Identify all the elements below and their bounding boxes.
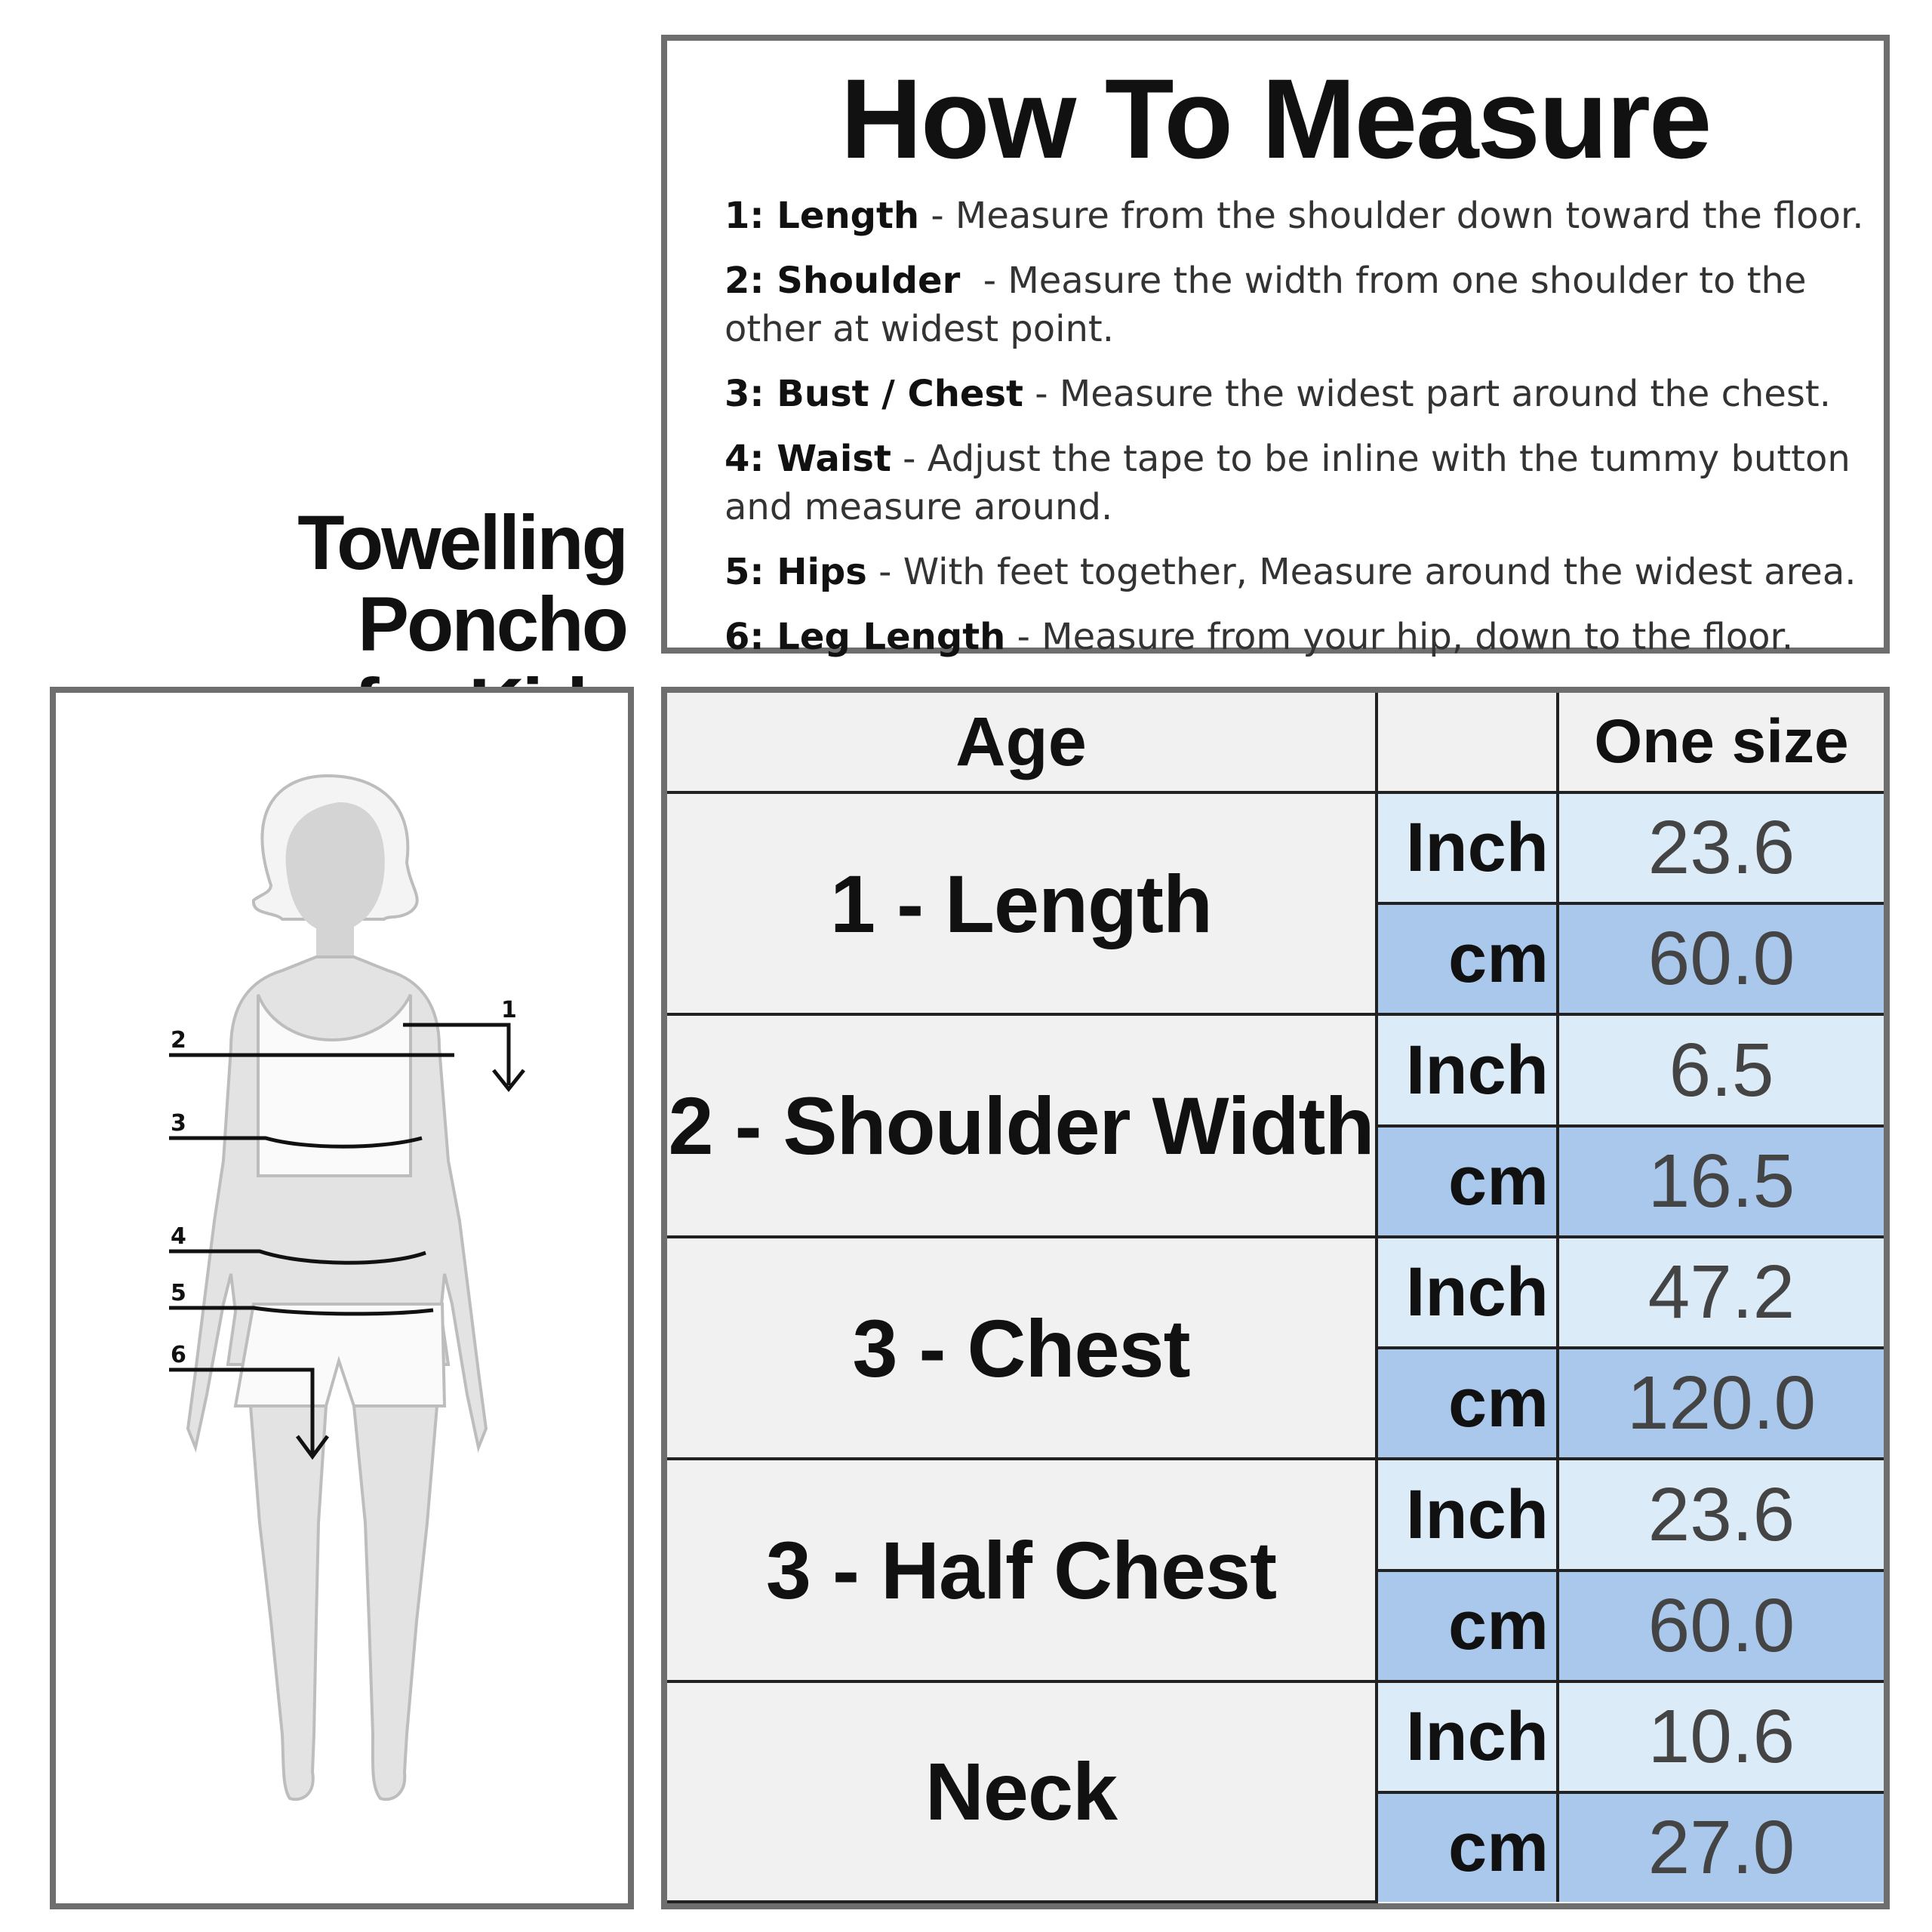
how-to-measure-panel	[661, 35, 1890, 658]
instruction-chest	[724, 370, 1872, 418]
size-chart	[661, 687, 1890, 1909]
instruction-text: - With feet together, Measure around the widest area.	[866, 551, 1857, 593]
instruction-list	[724, 192, 1872, 678]
body-silhouette	[188, 776, 486, 1799]
instruction-text: - Measure from your hip, down to the floor.	[1005, 616, 1794, 658]
unit-cm-label: cm	[1377, 1348, 1558, 1459]
table-row	[667, 792, 1884, 903]
unit-inch-label: Inch	[1377, 1459, 1558, 1570]
row-measure-name: Neck	[667, 1681, 1377, 1902]
table-row	[667, 1459, 1884, 1570]
instruction-label: 2: Shoulder	[724, 260, 961, 302]
value-inch: 10.6	[1558, 1681, 1884, 1792]
table-header-row	[667, 693, 1884, 792]
value-cm: 60.0	[1558, 1571, 1884, 1681]
header-unit	[1377, 693, 1558, 792]
marker-4: 4	[171, 1223, 186, 1250]
instruction-label: 4: Waist	[724, 438, 891, 480]
marker-5: 5	[171, 1280, 186, 1306]
marker-1: 1	[501, 997, 517, 1023]
unit-cm-label: cm	[1377, 1126, 1558, 1237]
row-measure-name: 2 - Shoulder Width	[667, 1014, 1377, 1236]
instruction-hips	[724, 548, 1872, 596]
instruction-label: 1: Length	[724, 195, 920, 237]
unit-inch-label: Inch	[1377, 1237, 1558, 1348]
instruction-leg-length	[724, 613, 1872, 661]
unit-inch-label: Inch	[1377, 1014, 1558, 1125]
value-inch: 6.5	[1558, 1014, 1884, 1125]
value-inch: 23.6	[1558, 1459, 1884, 1570]
table-row	[667, 1014, 1884, 1125]
instruction-shoulder	[724, 257, 1872, 353]
instruction-text: - Measure the widest part around the chest.	[1023, 373, 1831, 415]
row-measure-name: 1 - Length	[667, 792, 1377, 1014]
row-measure-name: 3 - Chest	[667, 1237, 1377, 1459]
table-row	[667, 1681, 1884, 1792]
value-cm: 60.0	[1558, 903, 1884, 1014]
instruction-label: 3: Bust / Chest	[724, 373, 1023, 415]
measurement-figure-panel	[50, 687, 634, 1909]
row-measure-name: 3 - Half Chest	[667, 1459, 1377, 1681]
value-inch: 23.6	[1558, 792, 1884, 903]
table-row	[667, 1237, 1884, 1348]
unit-cm-label: cm	[1377, 1571, 1558, 1681]
unit-cm-label: cm	[1377, 903, 1558, 1014]
how-to-measure-heading: How To Measure	[840, 55, 1711, 182]
instruction-text: - Measure from the shoulder down toward the floor.	[919, 195, 1864, 237]
instruction-label: 5: Hips	[724, 551, 867, 593]
value-cm: 27.0	[1558, 1792, 1884, 1902]
instruction-text: - Adjust the tape to be inline with the tummy button and measure around.	[724, 438, 1850, 528]
value-cm: 120.0	[1558, 1348, 1884, 1459]
unit-inch-label: Inch	[1377, 1681, 1558, 1792]
child-body-figure	[56, 693, 628, 1903]
instruction-length	[724, 192, 1872, 240]
instruction-label: 6: Leg Length	[724, 616, 1006, 658]
header-age: Age	[667, 693, 1377, 792]
product-title-line-1: Towelling Poncho	[297, 500, 626, 667]
instruction-waist	[724, 435, 1872, 531]
marker-2: 2	[171, 1027, 186, 1054]
size-table	[667, 693, 1884, 1903]
instruction-text: - Measure the width from one shoulder to the other at widest point.	[724, 260, 1818, 350]
value-cm: 16.5	[1558, 1126, 1884, 1237]
header-one-size: One size	[1558, 693, 1884, 792]
value-inch: 47.2	[1558, 1237, 1884, 1348]
marker-6: 6	[171, 1342, 186, 1368]
unit-cm-label: cm	[1377, 1792, 1558, 1902]
unit-inch-label: Inch	[1377, 792, 1558, 903]
marker-3: 3	[171, 1110, 186, 1137]
